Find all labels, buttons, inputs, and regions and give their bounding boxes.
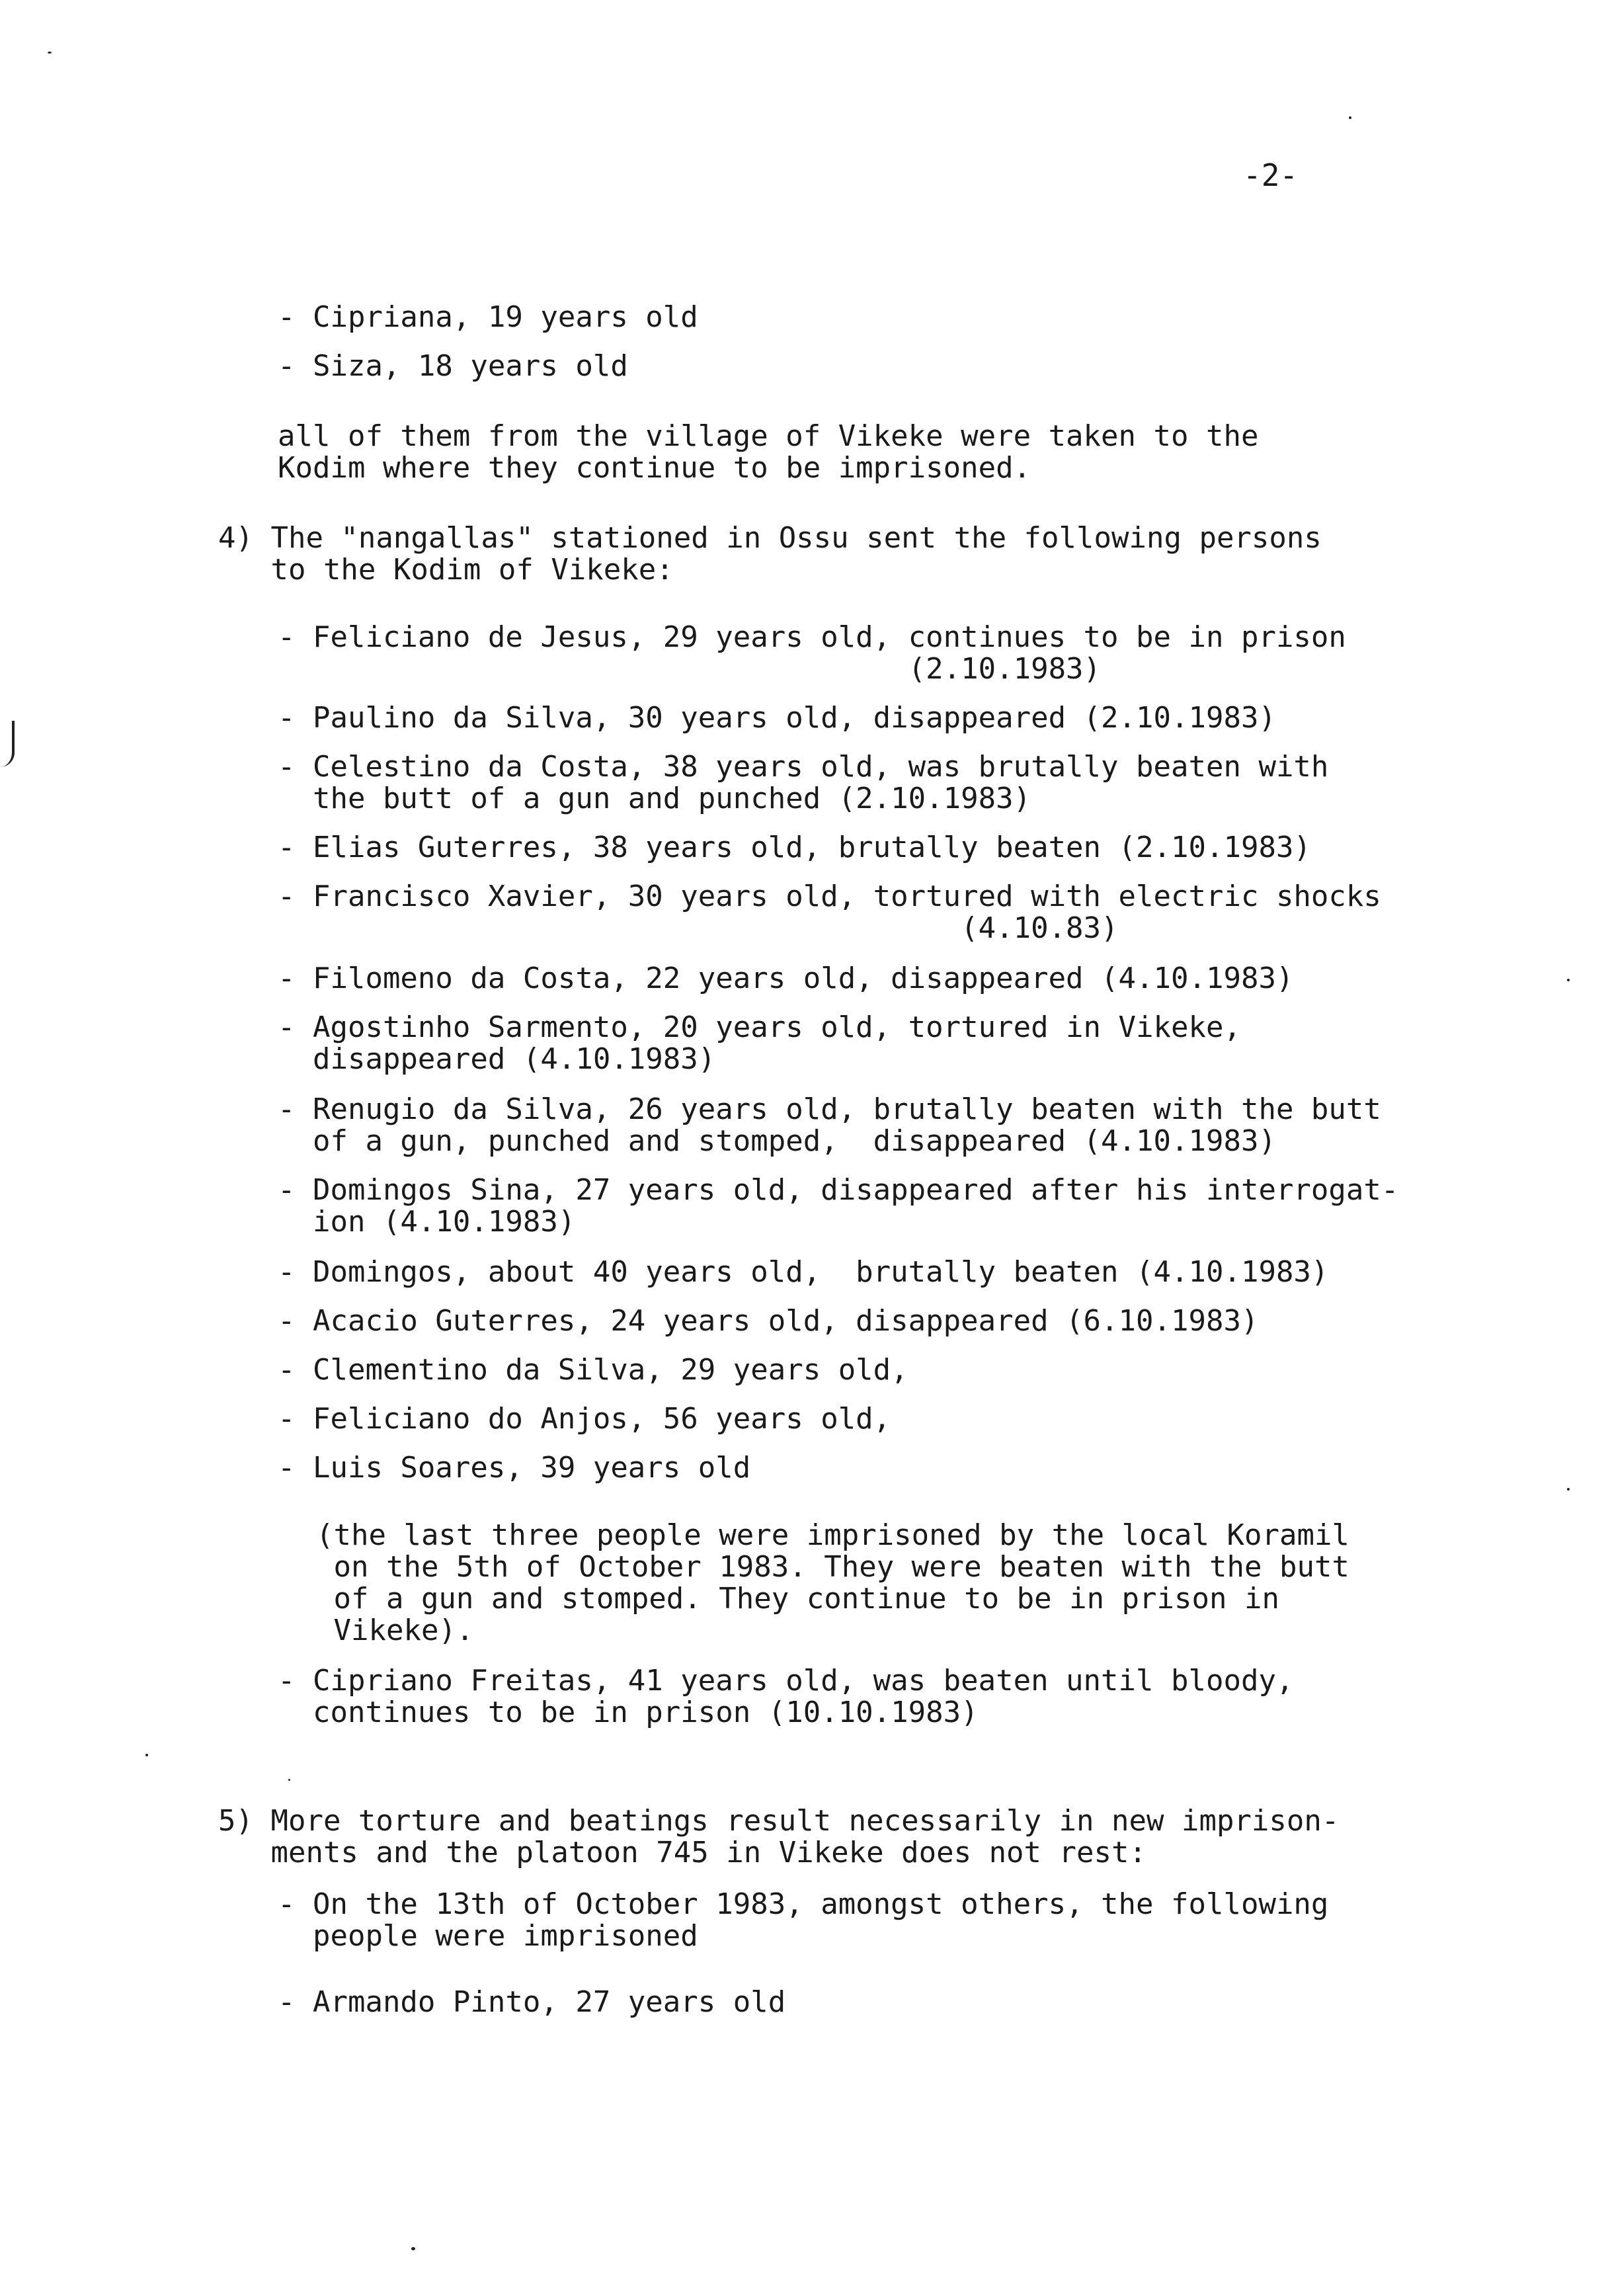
paragraph-line: all of them from the village of Vikeke were taken to the [278, 419, 1259, 453]
section-4-lead-line: to the Kodim of Vikeke: [218, 553, 674, 587]
note-line: on the 5th of October 1983. They were beaten with the butt [316, 1550, 1349, 1584]
list-item: - Domingos Sina, 27 years old, disappeared after his interrogat- [278, 1173, 1399, 1207]
list-item: - Celestino da Costa, 38 years old, was brutally beaten with [278, 750, 1329, 784]
list-item-continuation: (4.10.83) [278, 911, 1119, 945]
scan-speck [1567, 979, 1570, 981]
list-item: - Renugio da Silva, 26 years old, brutally beaten with the butt [278, 1092, 1381, 1126]
list-item: - Acacio Guterres, 24 years old, disappeared (6.10.1983) [278, 1304, 1259, 1338]
paragraph-line: Kodim where they continue to be imprisoned. [278, 451, 1031, 485]
note-line: of a gun and stomped. They continue to be in prison in [316, 1582, 1279, 1616]
list-item-continuation: (2.10.1983) [278, 652, 1102, 686]
list-item: - Francisco Xavier, 30 years old, tortured with electric shocks [278, 880, 1381, 913]
list-item-continuation: people were imprisoned [278, 1919, 698, 1953]
list-item: - Armando Pinto, 27 years old [278, 1985, 786, 2019]
scan-speck [1567, 1488, 1570, 1491]
page-number: -2- [1243, 157, 1299, 193]
list-item: - Siza, 18 years old [278, 349, 628, 383]
list-item-continuation: ion (4.10.1983) [278, 1205, 576, 1239]
section-5-lead-line: 5) More torture and beatings result necessarily in new imprison- [218, 1804, 1340, 1838]
list-item: - Elias Guterres, 38 years old, brutally beaten (2.10.1983) [278, 831, 1311, 864]
list-item: - Cipriano Freitas, 41 years old, was beaten until bloody, [278, 1664, 1294, 1698]
list-item: - Feliciano do Anjos, 56 years old, [278, 1402, 891, 1436]
list-item: - Clementino da Silva, 29 years old, [278, 1353, 908, 1387]
list-item: - Feliciano de Jesus, 29 years old, continues to be in prison [278, 620, 1346, 654]
note-line: Vikeke). [316, 1614, 474, 1647]
list-item: - Paulino da Silva, 30 years old, disappeared (2.10.1983) [278, 701, 1276, 735]
list-item-continuation: continues to be in prison (10.10.1983) [278, 1696, 979, 1729]
section-5-lead-line: ments and the platoon 745 in Vikeke does not rest: [218, 1836, 1146, 1869]
scan-speck [48, 52, 52, 54]
list-item: - On the 13th of October 1983, amongst others, the following [278, 1887, 1329, 1921]
scan-speck [288, 1779, 290, 1781]
scan-speck [1349, 116, 1351, 119]
section-4-lead-line: 4) The "nangallas" stationed in Ossu sent the following persons [218, 521, 1322, 555]
list-item-continuation: disappeared (4.10.1983) [278, 1042, 716, 1076]
list-item-continuation: the butt of a gun and punched (2.10.1983) [278, 782, 1031, 815]
list-item: - Agostinho Sarmento, 20 years old, tortured in Vikeke, [278, 1010, 1241, 1044]
list-item: - Cipriana, 19 years old [278, 300, 698, 334]
list-item: - Luis Soares, 39 years old [278, 1451, 751, 1485]
scan-edge-mark [0, 721, 15, 767]
note-line: (the last three people were imprisoned by the local Koramil [316, 1518, 1349, 1552]
list-item-continuation: of a gun, punched and stomped, disappeared (4.10.1983) [278, 1124, 1276, 1158]
scan-speck [145, 1754, 148, 1756]
list-item: - Filomeno da Costa, 22 years old, disappeared (4.10.1983) [278, 962, 1294, 995]
scan-speck [411, 2247, 415, 2250]
list-item: - Domingos, about 40 years old, brutally beaten (4.10.1983) [278, 1255, 1329, 1289]
